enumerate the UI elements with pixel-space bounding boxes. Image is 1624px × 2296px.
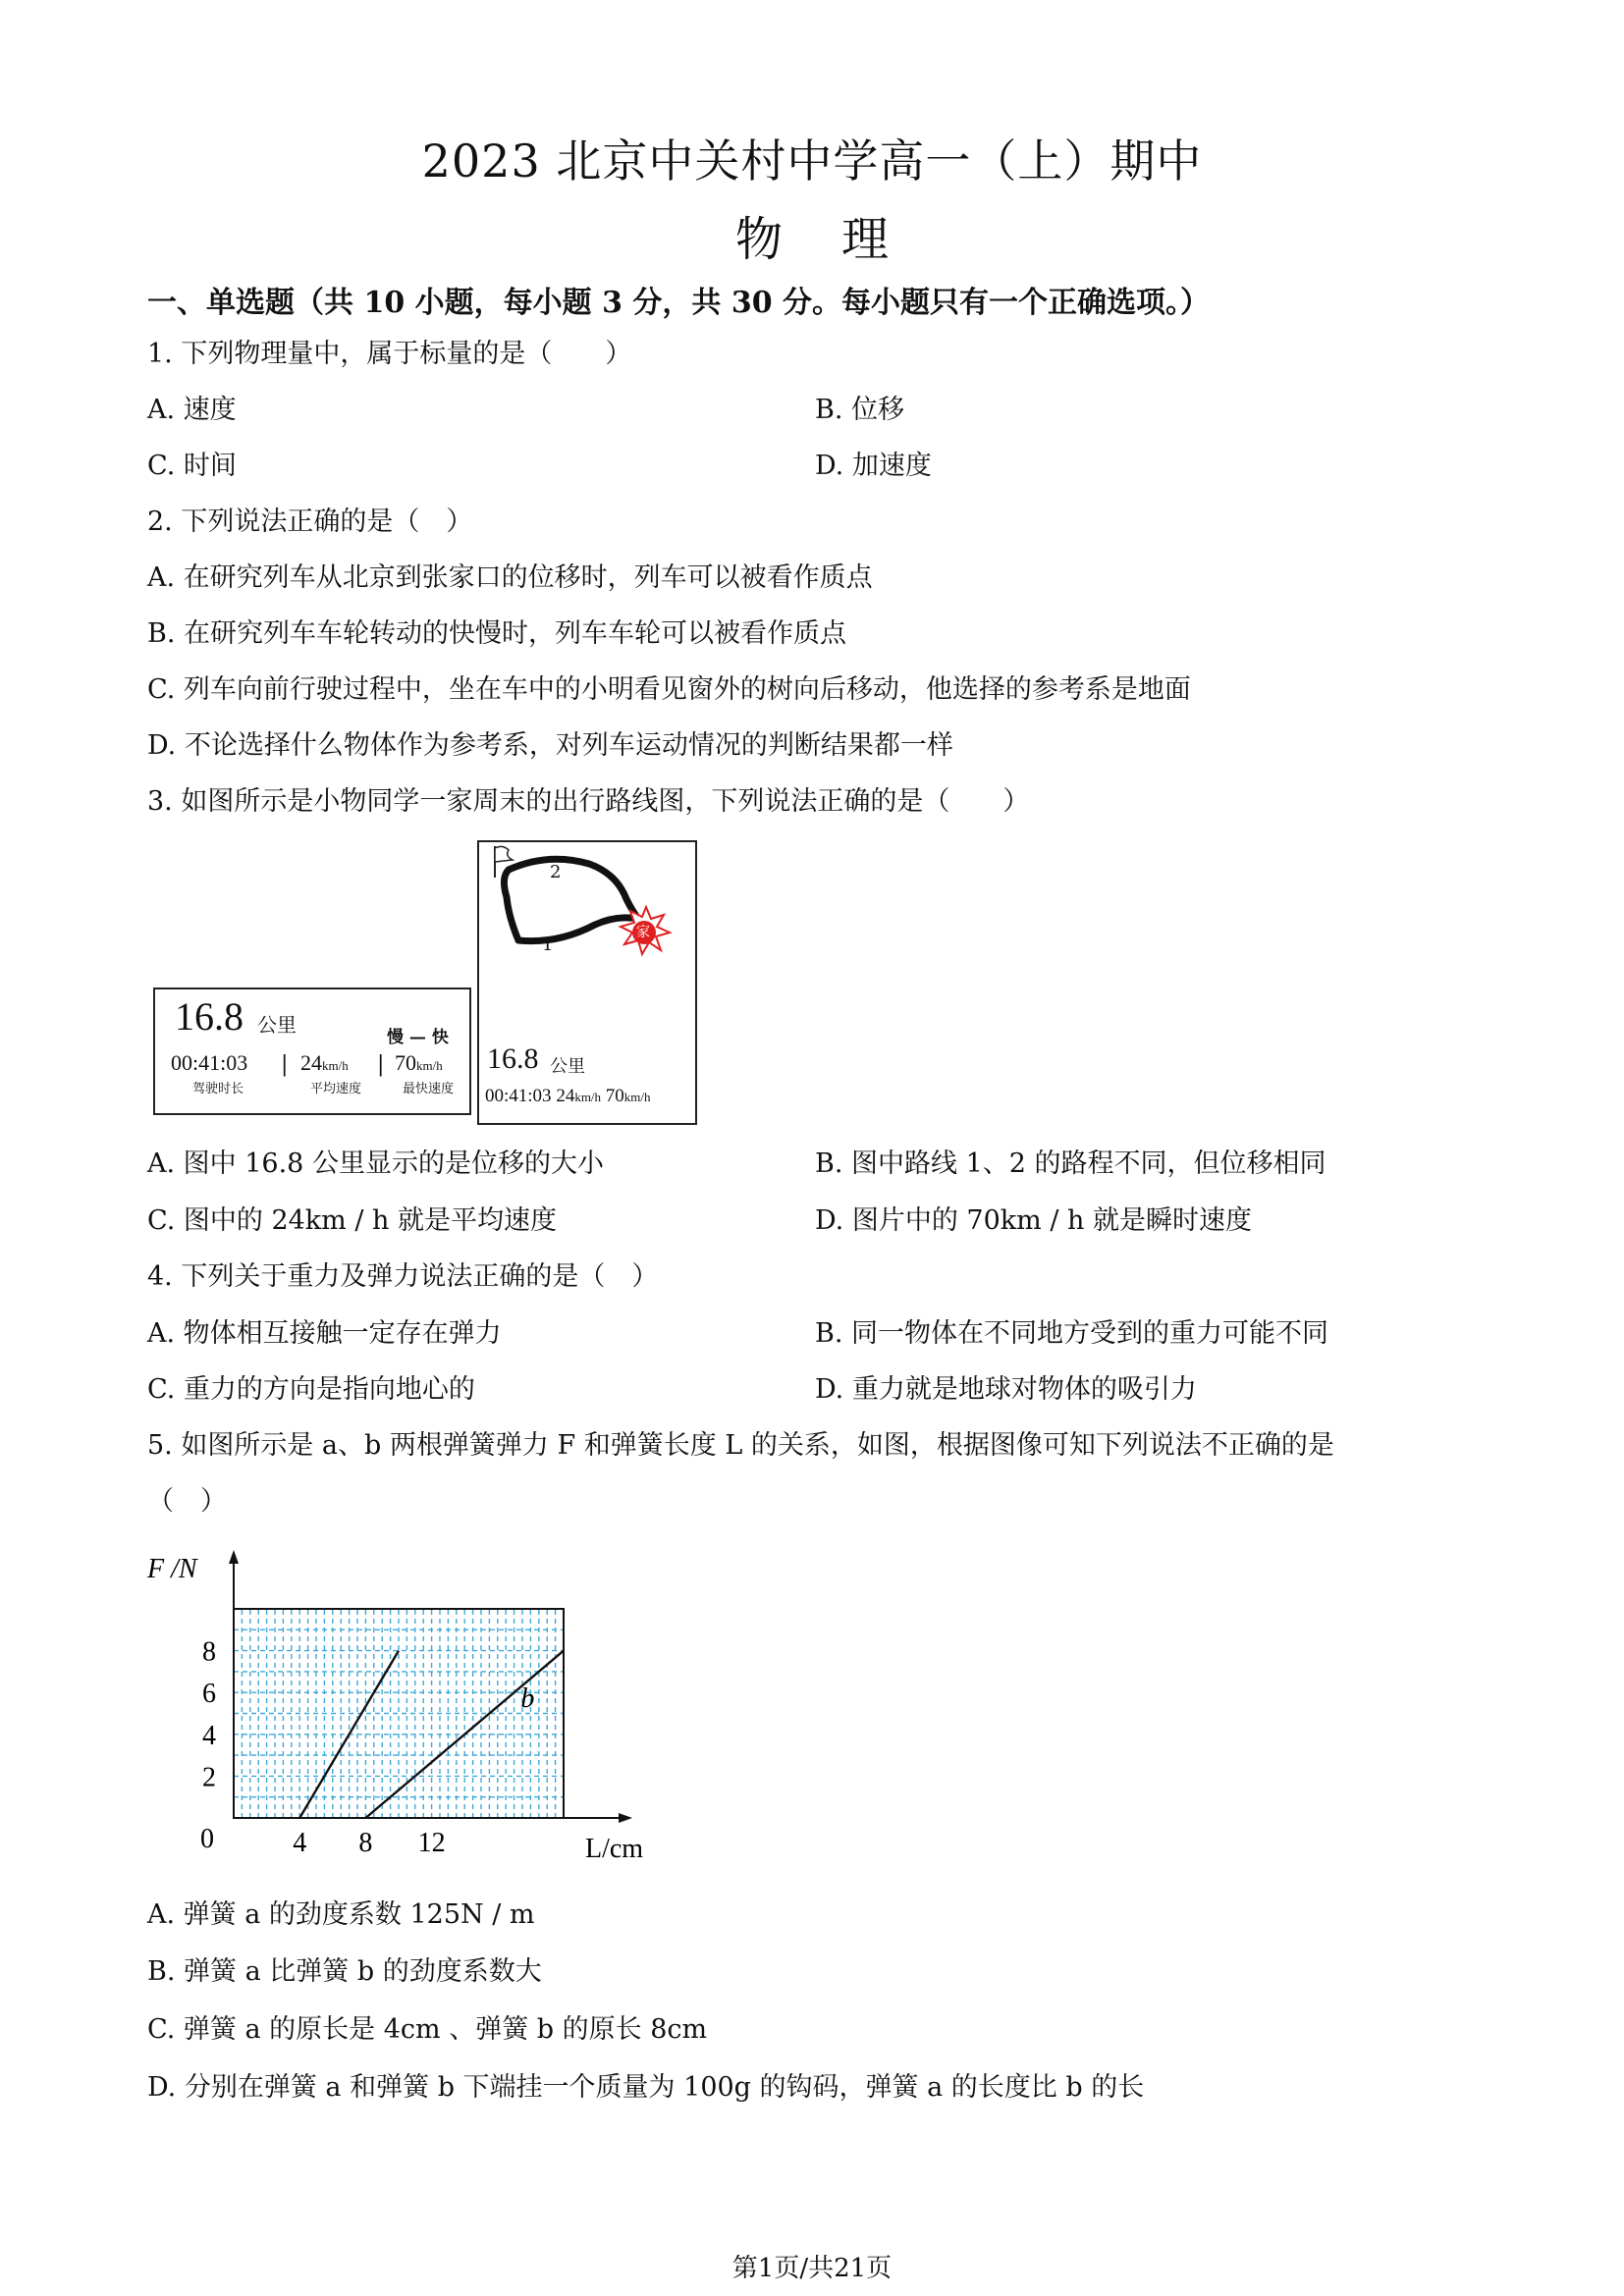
map-distance: 16.8 xyxy=(487,1042,539,1075)
q3-option-a: A. 图中 16.8 公里显示的是位移的大小 xyxy=(147,1148,604,1179)
map-max: 70 xyxy=(605,1086,624,1106)
route-1-label: 1 xyxy=(542,934,554,955)
q5-option-d: D. 分别在弹簧 a 和弹簧 b 下端挂一个质量为 100g 的钩码，弹簧 a 的长度比 b 的长 xyxy=(147,2072,1145,2103)
route-map-panel xyxy=(477,840,697,1125)
panel-time: 00:41:03 xyxy=(171,1050,248,1075)
panel-sep-2: | xyxy=(377,1052,385,1077)
q4-option-b: B. 同一物体在不同地方受到的重力可能不同 xyxy=(815,1318,1329,1349)
spring-force-chart xyxy=(137,1531,668,1875)
y-axis-arrow xyxy=(229,1550,239,1564)
q1-option-a: A. 速度 xyxy=(147,395,237,425)
map-distance-unit: 公里 xyxy=(550,1056,585,1077)
q5-option-a: A. 弹簧 a 的劲度系数 125N / m xyxy=(147,1899,535,1930)
panel-max-unit: km/h xyxy=(416,1058,443,1073)
q2-option-d: D. 不论选择什么物体作为参考系，对列车运动情况的判断结果都一样 xyxy=(147,730,953,761)
q1-option-d: D. 加速度 xyxy=(815,451,932,481)
x-axis-label: L/cm xyxy=(585,1834,644,1864)
map-avg-unit: km/h xyxy=(574,1090,602,1104)
panel-avg-unit: km/h xyxy=(322,1058,349,1073)
y-tick-label: 2 xyxy=(202,1762,216,1793)
panel-distance: 16.8 xyxy=(175,994,244,1039)
route-2-label: 2 xyxy=(550,862,562,882)
map-avg: 24 xyxy=(556,1086,575,1106)
q3-option-b: B. 图中路线 1、2 的路程不同，但位移相同 xyxy=(815,1148,1326,1179)
panel-avg-value: 24 xyxy=(300,1050,322,1075)
q2-option-a: A. 在研究列车从北京到张家口的位移时，列车可以被看作质点 xyxy=(147,562,873,593)
origin-label: 0 xyxy=(200,1824,214,1854)
q3-stem: 3. 如图所示是小物同学一家周末的出行路线图，下列说法正确的是（ ） xyxy=(147,786,1030,817)
q5-option-b: B. 弹簧 a 比弹簧 b 的劲度系数大 xyxy=(147,1956,542,1987)
q1-stem: 1. 下列物理量中，属于标量的是（ ） xyxy=(147,339,632,369)
subject-title: 物理 xyxy=(734,212,947,267)
panel-max-value: 70 xyxy=(395,1050,416,1075)
panel-sep-1: | xyxy=(281,1052,289,1077)
page-number: 第1页/共21页 xyxy=(731,2254,893,2283)
panel-max-speed xyxy=(395,1050,443,1076)
panel-distance-unit: 公里 xyxy=(257,1013,297,1037)
panel-avg-label: 平均速度 xyxy=(310,1082,362,1096)
panel-max-label: 最快速度 xyxy=(403,1082,455,1096)
x-tick-label: 12 xyxy=(417,1828,446,1858)
q4-option-c: C. 重力的方向是指向地心的 xyxy=(147,1374,475,1405)
panel-time-label: 驾驶时长 xyxy=(192,1082,244,1096)
q2-stem: 2. 下列说法正确的是（ ） xyxy=(147,507,473,537)
y-tick-label: 8 xyxy=(202,1636,216,1668)
y-tick-label: 4 xyxy=(202,1720,216,1751)
map-stats xyxy=(485,1086,651,1107)
x-tick-label: 4 xyxy=(293,1828,307,1858)
q1-option-c: C. 时间 xyxy=(147,451,237,481)
map-time: 00:41:03 xyxy=(485,1086,552,1106)
q4-stem: 4. 下列关于重力及弹力说法正确的是（ ） xyxy=(147,1261,659,1292)
trip-summary-panel xyxy=(153,988,471,1115)
page-title: 2023 北京中关村中学高一（上）期中 xyxy=(421,134,1203,187)
x-axis-arrow xyxy=(619,1813,632,1823)
y-axis-label: F /N xyxy=(147,1554,197,1584)
q3-option-c: C. 图中的 24km / h 就是平均速度 xyxy=(147,1205,557,1236)
q1-option-b: B. 位移 xyxy=(815,395,905,425)
route-map-svg xyxy=(479,842,695,1019)
x-tick-label: 8 xyxy=(358,1828,373,1858)
y-tick-label: 6 xyxy=(202,1679,216,1710)
q5-stem: 5. 如图所示是 a、b 两根弹簧弹力 F 和弹簧长度 L 的关系，如图，根据图像可知下列说法不正确的是 xyxy=(147,1430,1334,1461)
home-label: 家 xyxy=(636,925,650,940)
series-label-b: b xyxy=(520,1683,535,1715)
panel-speed-scale: 慢 — 快 xyxy=(387,1028,449,1047)
q4-option-d: D. 重力就是地球对物体的吸引力 xyxy=(815,1374,1197,1405)
q4-option-a: A. 物体相互接触一定存在弹力 xyxy=(147,1318,502,1349)
q5-stem-bracket: （ ） xyxy=(147,1486,227,1517)
q3-option-d: D. 图片中的 70km / h 就是瞬时速度 xyxy=(815,1205,1252,1236)
section-heading: 一、单选题（共 10 小题，每小题 3 分，共 30 分。每小题只有一个正确选项。） xyxy=(147,286,1211,320)
panel-avg-speed xyxy=(300,1050,349,1076)
q5-option-c: C. 弹簧 a 的原长是 4cm 、弹簧 b 的原长 8cm xyxy=(147,2014,708,2045)
route-path xyxy=(504,859,638,940)
q2-option-b: B. 在研究列车车轮转动的快慢时，列车车轮可以被看作质点 xyxy=(147,618,847,649)
map-max-unit: km/h xyxy=(623,1090,651,1104)
q2-option-c: C. 列车向前行驶过程中，坐在车中的小明看见窗外的树向后移动，他选择的参考系是地面 xyxy=(147,674,1191,705)
